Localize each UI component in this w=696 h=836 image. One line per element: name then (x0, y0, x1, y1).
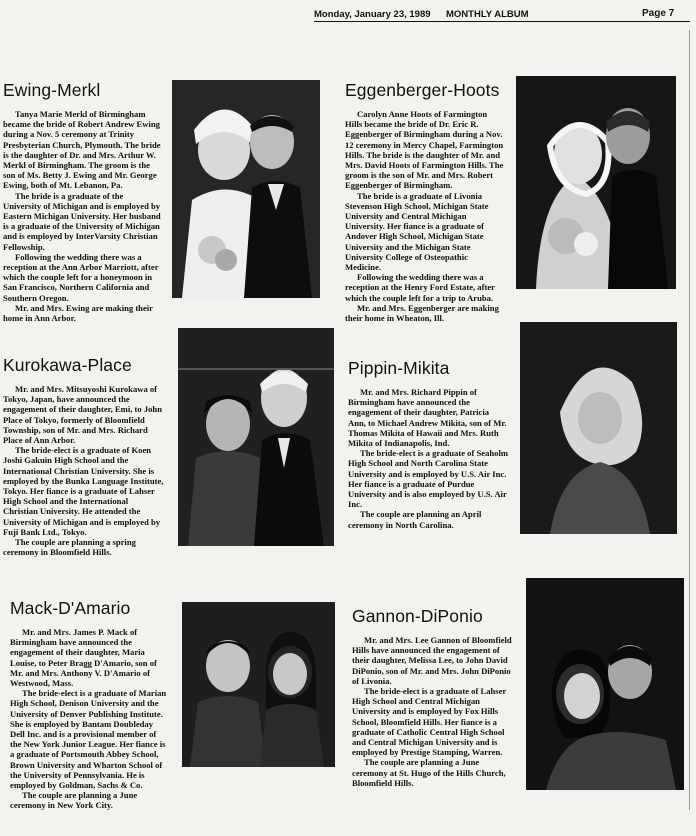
story-gannon-diponio (352, 606, 512, 788)
story-paragraph: Mr. and Mrs. Eggenberger are making their home in Wheaton, Ill. (345, 302, 499, 324)
engagement-photo-pippin-mikita (520, 322, 677, 534)
story-headline: Kurokawa-Place (3, 355, 132, 375)
story-paragraph: Tanya Marie Merkl of Birmingham became the bride of Robert Andrew Ewing during a Nov. 5 ceremony at Trinity Presbyterian Church, Plymouth. The bride is the daughter of Dr. and Mrs. Arthur W. Merkl of Birmingham. The groom is the son of Ms. Betty J. Ewing and Mr. George Ewing, both of Mt. Lebanon, Pa. (3, 109, 161, 191)
story-paragraph: Mr. and Mrs. Lee Gannon of Bloomfield Hills have announced the engagement of their daughter, Melissa Lee, to John David DiPonio, son of Mr. and Mrs. John DiPonio of Livonia. (352, 635, 512, 686)
page-number: Page 7 (642, 8, 675, 19)
story-headline: Eggenberger-Hoots (345, 80, 500, 100)
story-eggenberger-hoots (345, 80, 505, 323)
story-paragraph: Following the wedding there was a reception at the Henry Ford Estate, after which the couple left for a trip to Aruba. (345, 272, 495, 303)
story-body (3, 384, 165, 557)
engagement-photo-kurokawa-place (178, 328, 334, 546)
story-paragraph: The bride-elect is a graduate of Seaholm High School and North Carolina State University and is employed by U.S. Air Inc. Her fiance is a graduate of Purdue University and is also employed by U.S. Air Inc. (348, 448, 508, 510)
story-body (352, 635, 512, 788)
story-pippin-mikita (348, 358, 508, 530)
story-body (348, 387, 508, 530)
story-body (345, 109, 505, 323)
masthead (0, 0, 696, 22)
story-paragraph: The bride-elect is a graduate of Koen Joshi Gakuin High School and the International Christian University. She is employed by the Bunka Language Institute, Tokyo. Her fiance is a graduate of Lahser High School and the International Christian University. He attended the University of Michigan and is employed by Fuji Bank Ltd., Tokyo. (3, 445, 164, 537)
story-paragraph: Following the wedding there was a reception at the Ann Arbor Marriott, after which the couple left for a honeymoon in San Francisco, Northern California and Southern Oregon. (3, 251, 159, 303)
story-paragraph: The couple are planning a June ceremony at St. Hugo of the Hills Church, Bloomfield Hills. (352, 757, 506, 788)
story-headline: Mack-D'Amario (10, 598, 131, 618)
engagement-photo-gannon-diponio (526, 578, 684, 790)
story-paragraph: The bride is a graduate of Livonia Stevenson High School, Michigan State University and Central Michigan University. Her fiance is a graduate of Andover High School, Michigan State University and the Michigan State University College of Osteopathic Medicine. (345, 190, 489, 273)
story-paragraph: Mr. and Mrs. Richard Pippin of Birmingham have announced the engagement of their daughter, Patricia Ann, to Michael Andrew Mikita, son of Mr. Thomas Mikita of Hawaii and Mrs. Ruth Mikita of Indianapolis, Ind. (348, 387, 507, 449)
right-margin-rule (689, 30, 690, 810)
story-paragraph: The couple are planning an April ceremony in North Carolina. (348, 509, 482, 530)
masthead-rule (314, 21, 690, 22)
story-headline: Gannon-DiPonio (352, 606, 483, 626)
story-paragraph: The bride is a graduate of the University of Michigan and is employed by Eastern Michigan University. Her husband is a graduate of the University of Michigan and is employed by InterVarsity Christian Fellowship. (3, 190, 161, 252)
story-headline: Pippin-Mikita (348, 358, 450, 378)
section-title: MONTHLY ALBUM (446, 9, 529, 20)
story-headline: Ewing-Merkl (3, 80, 101, 100)
story-paragraph: The couple are planning a June ceremony in New York City. (10, 790, 138, 811)
story-paragraph: Mr. and Mrs. Mitsuyoshi Kurokawa of Tokyo, Japan, have announced the engagement of their daughter, Emi, to John Place of Tokyo, formerly of Bloomfield Township, son of Mr. and Mrs. Richard Place of Ann Arbor. (3, 384, 162, 446)
story-body (3, 109, 163, 323)
story-paragraph: Mr. and Mrs. James P. Mack of Birmingham have announced the engagement of their daughter, Maria Louise, to Peter Bragg D'Amario, son of Mr. and Mrs. Anthony V. D'Amario of Westwood, Mass. (10, 627, 157, 689)
wedding-photo-eggenberger-hoots (516, 76, 676, 289)
story-paragraph: The couple are planning a spring ceremony in Bloomfield Hills. (3, 537, 136, 558)
story-paragraph: Carolyn Anne Hoots of Farmington Hills became the bride of Dr. Eric R. Eggenberger of Birmingham during a Nov. 12 ceremony in Mercy Chapel, Farmington Hills. The bride is the daughter of Mr. and Mrs. David Hoots of Farmington Hills. The groom is the son of Mr. and Mrs. Robert Eggenberger of Birmingham. (345, 109, 504, 191)
wedding-photo-ewing-merkl (172, 80, 320, 298)
story-paragraph: Mr. and Mrs. Ewing are making their home in Ann Arbor. (3, 302, 153, 324)
engagement-photo-mack-damario (182, 602, 335, 767)
story-paragraph: The bride-elect is a graduate of Lahser High School and Central Michigan University and is employed by Fox Hills School, Bloomfield Hills. Her fiance is a graduate of Catholic Central High School and Central Michigan University and is employed by Prestige Stamping, Warren. (352, 686, 507, 758)
story-ewing-merkl (3, 80, 163, 323)
story-kurokawa-place (3, 355, 165, 557)
story-body (10, 627, 168, 811)
story-paragraph: The bride-elect is a graduate of Marian High School, Denison University and the University of Denver Publishing Institute. She is employed by Bantam Doubleday Dell Inc. and is a provisional member of the New York Junior League. Her fiance is a graduate of Portsmouth Abbey School, Brown University and Wharton School of the University of Pennsylvania. He is employed by Goldman, Sachs & Co. (10, 688, 167, 791)
story-mack-damario (10, 598, 168, 811)
issue-date: Monday, January 23, 1989 (314, 9, 431, 20)
